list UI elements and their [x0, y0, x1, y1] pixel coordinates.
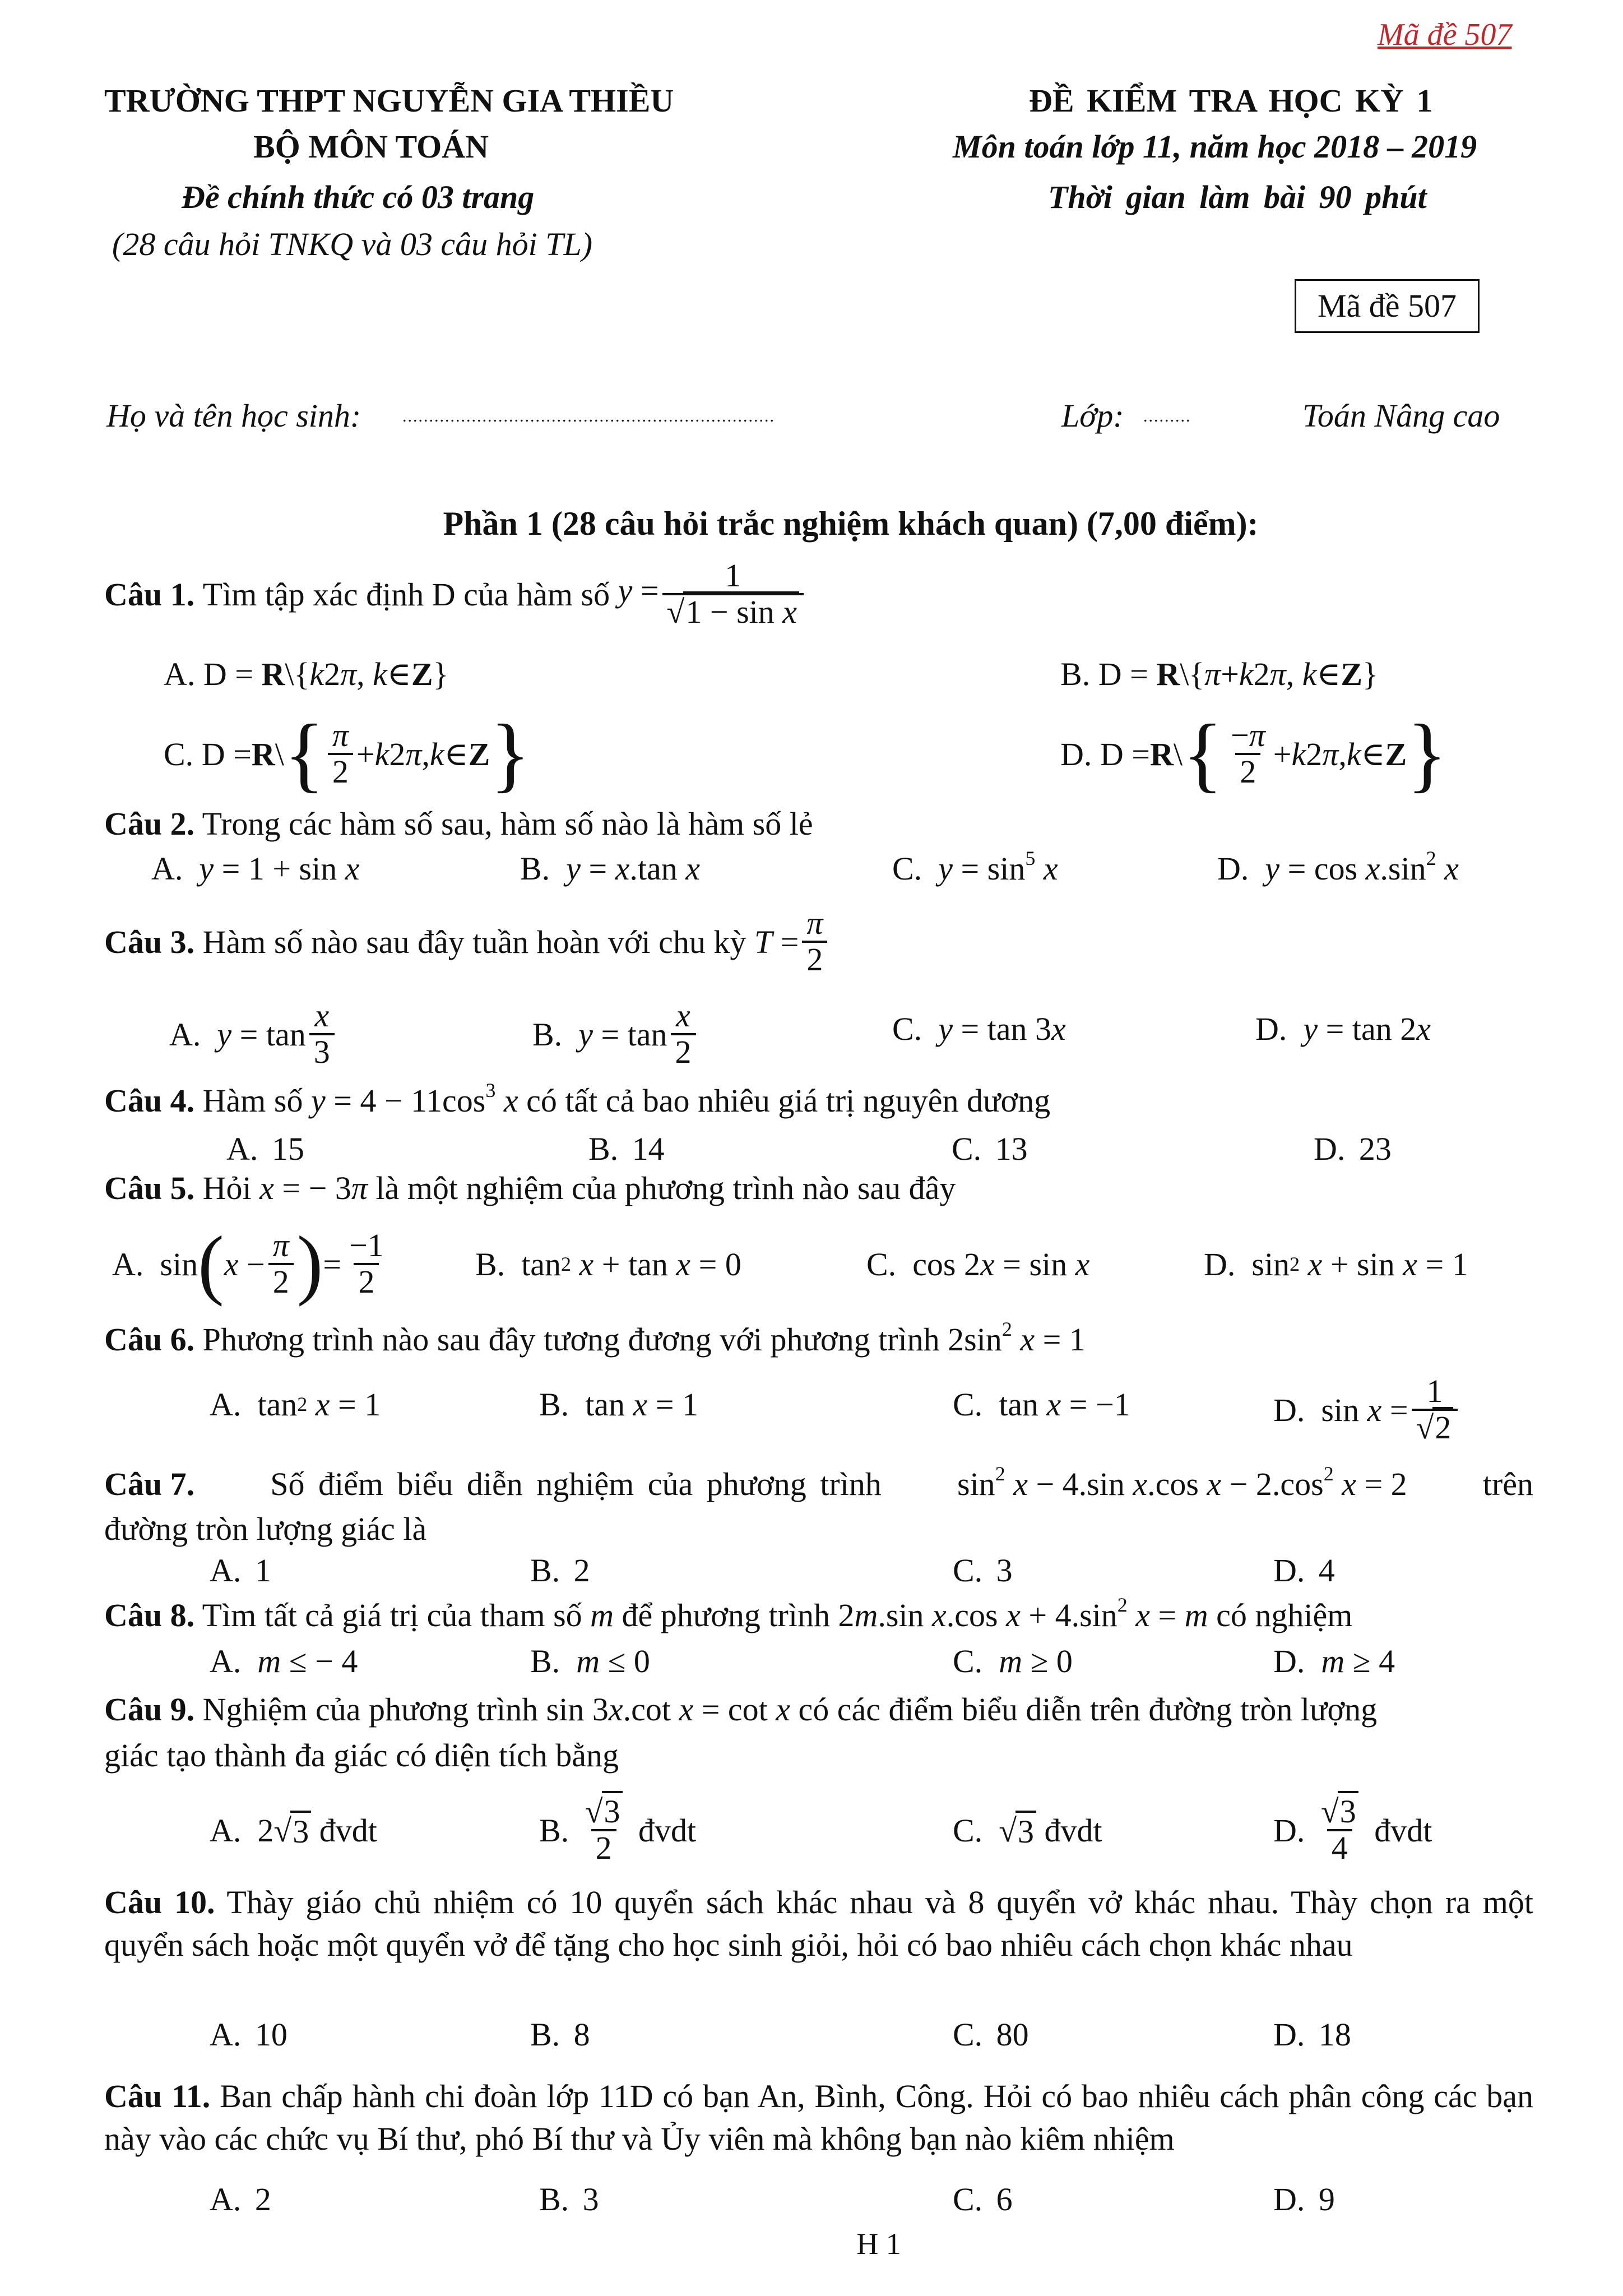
q2-option-d[interactable]: D. $y = \cos x.\sin^2$ x: [1217, 847, 1459, 887]
q6-label: Câu 6.: [104, 1321, 195, 1358]
q6-a-letter: A.: [210, 1386, 242, 1423]
q3-d-letter: D.: [1255, 1010, 1287, 1047]
time-line: Thời gian làm bài 90 phút: [1048, 179, 1427, 215]
q4-option-c[interactable]: C. 13: [952, 1131, 1028, 1167]
q1-formula: y = $\frac{1}{\text{√1 − sin x}}$: [618, 559, 807, 629]
q10-option-c[interactable]: C. 80: [953, 2016, 1029, 2053]
q2-b-letter: B.: [520, 850, 550, 887]
q9-b-letter: B.: [539, 1812, 569, 1849]
q3-c-letter: C.: [892, 1010, 922, 1047]
q11-label: Câu 11.: [104, 2078, 211, 2114]
question-5: [104, 1169, 956, 1207]
q11-text: Ban chấp hành chi đoàn lớp 11D có bạn An, Bình, Công. Hỏi có bao nhiêu cách phân công các bạn này vào các chức vụ Bí thư, phó Bí thư và Ủy viên mà không bạn nào kiêm nhiệm: [104, 2078, 1534, 2157]
q8-text-a: Tìm tất cả giá trị của tham số: [202, 1597, 582, 1633]
q7-formula: $\sin^2 x - 4.\sin$ x.cos $x - 2.\cos^2$ x = 2: [957, 1462, 1407, 1502]
q11-option-c[interactable]: C. 6: [953, 2181, 1013, 2218]
q7-option-a[interactable]: A. 1: [210, 1552, 271, 1589]
q9-text-b: có các điểm biểu diễn trên đường tròn lượng: [798, 1691, 1378, 1728]
q1-b-letter: B.: [1060, 656, 1091, 692]
q8-text-c: có nghiệm: [1216, 1597, 1353, 1633]
section-title: Phần 1 (28 câu hỏi trắc nghiệm khách quan) (7,00 điểm):: [443, 505, 1259, 542]
q6-formula: $2\sin^2$ x = 1: [948, 1318, 1086, 1358]
q9-d-unit: đvdt: [1374, 1812, 1432, 1849]
question-2: [104, 805, 813, 843]
q4-option-d[interactable]: D. 23: [1314, 1131, 1392, 1167]
q10-label: Câu 10.: [104, 1884, 215, 1920]
q9-option-c[interactable]: C. √ 3 đvdt: [953, 1783, 1102, 1878]
q1-text: Tìm tập xác định D của hàm số: [202, 576, 610, 613]
q1-d-letter: D.: [1060, 735, 1092, 772]
q3-text: Hàm số nào sau đây tuần hoàn với chu kỳ: [202, 923, 746, 960]
q8-option-d[interactable]: D. m ≥ 4: [1273, 1643, 1395, 1679]
q5-text-b: là một nghiệm của phương trình nào sau đây: [375, 1170, 956, 1206]
q2-d-letter: D.: [1217, 850, 1249, 887]
q6-option-c[interactable]: C. tan x = −1: [953, 1386, 1130, 1423]
subject-line: Môn toán lớp 11, năm học 2018 – 2019: [953, 128, 1477, 165]
q5-option-a[interactable]: A. sin ( x − $\frac{\pi}{2}$ ) = $\frac{-1}{2}$: [112, 1220, 384, 1307]
level-label: Toán Nâng cao: [1302, 397, 1500, 434]
q9-label: Câu 9.: [104, 1691, 195, 1728]
q1-a-letter: A.: [164, 656, 196, 692]
question-6: [104, 1318, 1086, 1358]
q9-text-c: giác tạo thành đa giác có diện tích bằng: [104, 1737, 619, 1774]
student-name-blank[interactable]: ......................................................................: [402, 407, 775, 425]
q7-text-b: trên: [1482, 1466, 1533, 1502]
exam-code-text: Mã đề 507: [1317, 288, 1457, 324]
q4-text-a: Hàm số: [202, 1082, 303, 1119]
q1-option-d[interactable]: D. D = R \ { $\frac{-\pi}{2}$ + k 2 π , k ∈ Z }: [1060, 707, 1448, 800]
q9-c-letter: C.: [953, 1812, 983, 1849]
q8-formula: 2m.sin x.cos $x + 4.\sin^2$ x = m: [838, 1594, 1208, 1633]
q6-option-a[interactable]: A. tan 2 x = 1: [210, 1386, 381, 1423]
q4-option-a[interactable]: A. 15: [226, 1131, 304, 1167]
q10-text: Thày giáo chủ nhiệm có 10 quyển sách khác nhau và 8 quyển vở khác nhau. Thày chọn ra một quyển sách hoặc một quyển vở để tặng cho học sinh giỏi, hỏi có bao nhiêu cách chọn khác nhau: [104, 1884, 1533, 1963]
q5-a-letter: A.: [112, 1246, 144, 1283]
q9-b-unit: đvdt: [638, 1812, 697, 1849]
q7-option-d[interactable]: D. 4: [1273, 1552, 1335, 1589]
department-name: BỘ MÔN TOÁN: [253, 128, 489, 165]
question-4: [104, 1079, 1051, 1119]
q8-d-letter: D.: [1273, 1643, 1305, 1679]
q7-option-c[interactable]: C. 3: [953, 1552, 1013, 1589]
question-11: [104, 2075, 1533, 2160]
q2-a-letter: A.: [151, 850, 183, 887]
q9-a-unit: đvdt: [319, 1812, 377, 1849]
q5-option-d[interactable]: D. sin 2 x + sin x = 1: [1204, 1246, 1468, 1283]
q7-text-c: đường tròn lượng giác là: [104, 1511, 427, 1547]
top-exam-code: Mã đề 507: [1378, 17, 1512, 52]
school-name: TRƯỜNG THPT NGUYỄN GIA THIỀU: [104, 82, 674, 119]
q4-formula: $y = 4 - 11\cos^3$ x: [310, 1079, 518, 1119]
official-note: Đề chính thức có 03 trang: [182, 179, 535, 215]
q2-text: Trong các hàm số sau, hàm số nào là hàm số lẻ: [202, 806, 813, 842]
exam-code-box: [1295, 279, 1480, 333]
q10-option-a[interactable]: A. 10: [210, 2016, 287, 2053]
q3-period: T = $\frac{\pi}{2}$: [754, 906, 831, 977]
q11-option-b[interactable]: B. 3: [539, 2181, 599, 2218]
q5-b-letter: B.: [475, 1246, 506, 1283]
q5-c-letter: C.: [866, 1246, 897, 1283]
q1-option-a[interactable]: A. D = R\{k2π, k∈Z}: [164, 656, 449, 692]
q5-formula: x = − 3π: [259, 1170, 368, 1206]
q8-option-c[interactable]: C. m ≥ 0: [953, 1643, 1073, 1679]
q8-option-b[interactable]: B. m ≤ 0: [530, 1643, 650, 1679]
q11-option-a[interactable]: A. 2: [210, 2181, 271, 2218]
q2-option-a[interactable]: A. y = 1 + sin x: [151, 850, 360, 887]
student-name-label: Họ và tên học sinh:: [106, 397, 361, 434]
q8-text-b: để phương trình: [622, 1597, 830, 1633]
q6-option-b[interactable]: B. tan x = 1: [539, 1386, 699, 1423]
q10-option-d[interactable]: D. 18: [1273, 2016, 1351, 2053]
q8-a-letter: A.: [210, 1643, 242, 1679]
question-3: [104, 897, 831, 987]
q2-label: Câu 2.: [104, 806, 195, 842]
question-count-note: (28 câu hỏi TNKQ và 03 câu hỏi TL): [112, 226, 593, 262]
q10-option-b[interactable]: B. 8: [530, 2016, 590, 2053]
q5-label: Câu 5.: [104, 1170, 195, 1206]
q1-c-letter: C.: [164, 735, 194, 772]
q8-label: Câu 8.: [104, 1597, 195, 1633]
q8-param: m: [590, 1597, 614, 1633]
q3-label: Câu 3.: [104, 923, 195, 960]
q4-option-b[interactable]: B. 14: [588, 1131, 665, 1167]
exam-title: ĐỀ KIỂM TRA HỌC KỲ 1: [1029, 82, 1433, 119]
q6-d-letter: D.: [1273, 1391, 1305, 1428]
q9-c-unit: đvdt: [1044, 1812, 1102, 1849]
q9-option-b[interactable]: B. $\frac{√3}{2}$ đvdt: [539, 1783, 696, 1878]
q4-text-b: có tất cả bao nhiêu giá trị nguyên dương: [526, 1082, 1051, 1119]
q6-option-d[interactable]: D. sin x = $\frac{1}{√2}$: [1273, 1362, 1461, 1457]
q6-c-letter: C.: [953, 1386, 983, 1423]
q9-text-a: Nghiệm của phương trình: [202, 1691, 539, 1728]
q3-option-b[interactable]: B. y = tan $\frac{x}{2}$: [532, 987, 699, 1082]
q2-option-b[interactable]: B. y = x.tan x: [520, 850, 701, 887]
q8-c-letter: C.: [953, 1643, 983, 1679]
class-label: Lớp:: [1061, 397, 1124, 434]
q2-option-c[interactable]: C. $y = \sin^5 x$: [892, 847, 1058, 887]
q4-label: Câu 4.: [104, 1082, 195, 1119]
q7-text-a: Số điểm biểu diễn nghiệm của phương trình: [270, 1466, 882, 1502]
class-blank[interactable]: .........: [1143, 407, 1191, 425]
q9-option-d[interactable]: D. $\frac{√3}{4}$ đvdt: [1273, 1783, 1432, 1878]
q1-label: Câu 1.: [104, 576, 195, 613]
q3-option-d[interactable]: D. y = tan 2 x: [1255, 1010, 1431, 1047]
q1-option-b[interactable]: B. D = R\{π+k2π, k∈Z}: [1060, 656, 1378, 692]
q9-d-letter: D.: [1273, 1812, 1305, 1849]
q3-a-letter: A.: [169, 1016, 201, 1053]
q9-a-letter: A.: [210, 1812, 242, 1849]
q9-option-a[interactable]: A. 2√ 3 đvdt: [210, 1783, 377, 1878]
q7-option-b[interactable]: B. 2: [530, 1552, 590, 1589]
q5-d-letter: D.: [1204, 1246, 1236, 1283]
q6-b-letter: B.: [539, 1386, 569, 1423]
question-1: [104, 544, 807, 645]
question-9: [104, 1691, 1377, 1728]
q3-option-c[interactable]: C. y = tan 3 x: [892, 1010, 1066, 1047]
q2-c-letter: C.: [892, 850, 922, 887]
q1-option-c[interactable]: C. D = R \ { $\frac{\pi}{2}$ + k 2 π , k ∈ Z }: [164, 707, 531, 800]
q7-label: Câu 7.: [104, 1466, 195, 1502]
question-7: [104, 1462, 1533, 1503]
q6-text: Phương trình nào sau đây tương đương với phương trình: [202, 1321, 940, 1358]
q3-option-a[interactable]: A. y = tan $\frac{x}{3}$: [169, 987, 338, 1082]
question-10: [104, 1881, 1533, 1966]
q5-option-b[interactable]: B. tan 2 x + tan x = 0: [475, 1246, 741, 1283]
q9-formula: sin 3x.cot x = cot x: [546, 1691, 791, 1728]
q3-b-letter: B.: [532, 1016, 563, 1053]
question-8: [104, 1596, 1352, 1634]
page-footer: H 1: [856, 2227, 901, 2261]
q8-b-letter: B.: [530, 1643, 560, 1679]
q11-option-d[interactable]: D. 9: [1273, 2181, 1335, 2218]
q5-text-a: Hỏi: [202, 1170, 252, 1206]
q8-option-a[interactable]: A. m ≤ − 4: [210, 1643, 358, 1679]
q5-option-c[interactable]: C. cos 2 x = sin x: [866, 1246, 1090, 1283]
